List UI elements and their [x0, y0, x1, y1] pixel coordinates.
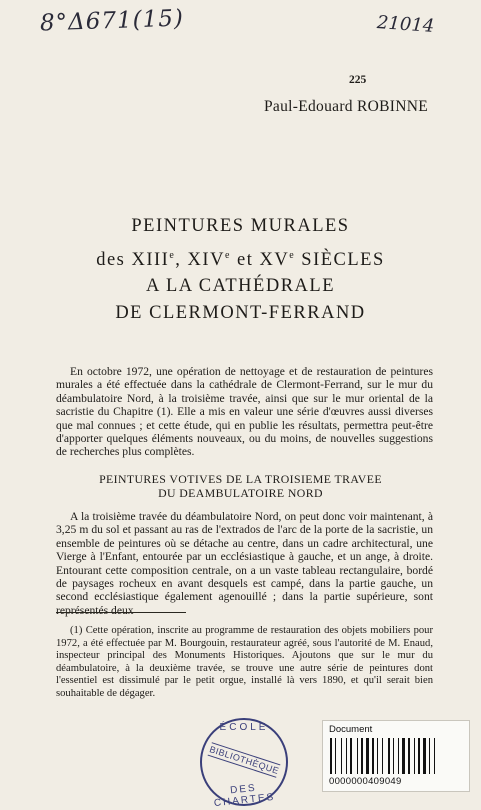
stamp-bottom-text: DES CHARTES: [213, 782, 276, 810]
title-line-2: [0, 244, 481, 272]
author-name: Paul-Edouard ROBINNE: [264, 98, 428, 115]
title-line-2-part: , XIV: [175, 250, 225, 271]
title-line-2-part: des XIII: [96, 250, 170, 271]
superscript: e: [224, 250, 231, 261]
superscript: e: [289, 250, 296, 261]
barcode-number: 0000000409049: [329, 776, 402, 787]
barcode-label: [322, 720, 470, 792]
footnote-rule: [56, 612, 186, 613]
barcode-title: Document: [329, 724, 373, 735]
title-line-2-part: SIÈCLES: [295, 250, 385, 271]
section-heading-line-1: PEINTURES VOTIVES DE LA TROISIEME TRAVEE: [99, 472, 382, 486]
barcode-icon: [329, 738, 463, 774]
handwritten-shelfmark: 8°Δ671(15): [39, 5, 185, 37]
intro-paragraph: [56, 365, 433, 459]
page-number: 225: [349, 74, 367, 86]
handwritten-number: 21014: [376, 12, 435, 37]
title-line-4: DE CLERMONT-FERRAND: [115, 303, 366, 323]
footnote-text: (1) Cette opération, inscrite au programme de restauration des objets mobiliers pour 1972, a été effectuée par M. Bourgouin, restaurateur agréé, sous l'autorité de M. Enaud, inspecteur principal des Monuments Historiques. Ajoutons que sur le mur du déambulatoire, à la deuxième travée, se trouve une autre série de peintures dont l'essentiel est dissimulé par le petit orgue, installé là vers 1890, et qu'il serait bien souhaitable de dégager.: [56, 625, 433, 699]
title-line-1: PEINTURES MURALES: [131, 216, 350, 236]
stamp-top-text: ÉCOLE: [219, 722, 269, 733]
body-paragraph: [56, 510, 433, 617]
footnote: [56, 625, 433, 701]
section-heading-line-2: DU DEAMBULATOIRE NORD: [158, 486, 323, 500]
body-text: A la troisième travée du déambulatoire Nord, on peut donc voir maintenant, à 3,25 m du sol et passant au ras de l'extrados de l'arc de la porte de la sacristie, un ensemble de peintures où se détache au centre, dans un cadre architectural, une Vierge à l'Enfant, entourée par un ecclésiastique à gauche, et un ange, à droite. Entourant cette composition centrale, on a un vaste tableau rectangulaire, bordé de paysages rocheux en avant desquels est campé, dans la partie gauche, un second ecclésiastique également agenouillé ; dans la partie supérieure, sont représentés deux: [56, 510, 433, 617]
library-stamp: [200, 718, 288, 810]
title-line-2-part: et XV: [230, 250, 290, 271]
stamp-center-text: BIBLIOTHÈQUE: [208, 744, 281, 777]
superscript: e: [169, 250, 176, 261]
title-line-3: A LA CATHÉDRALE: [146, 276, 335, 296]
intro-text: En octobre 1972, une opération de nettoyage et de restauration de peintures murales a été effectuée dans la cathédrale de Clermont-Ferrand, sur le mur du déambulatoire Nord, à la troisième travée, ainsi que sur le mur oriental de la sacristie du Chapitre (1). Elle a mis en valeur une série d'œuvres aussi diverses que mal connues ; et cette étude, qui en publie les résultats, permettra peut-être d'apporter quelques éléments nouveaux, ou du moins, de nouvelles suggestions de recherches plus complètes.: [56, 365, 433, 459]
